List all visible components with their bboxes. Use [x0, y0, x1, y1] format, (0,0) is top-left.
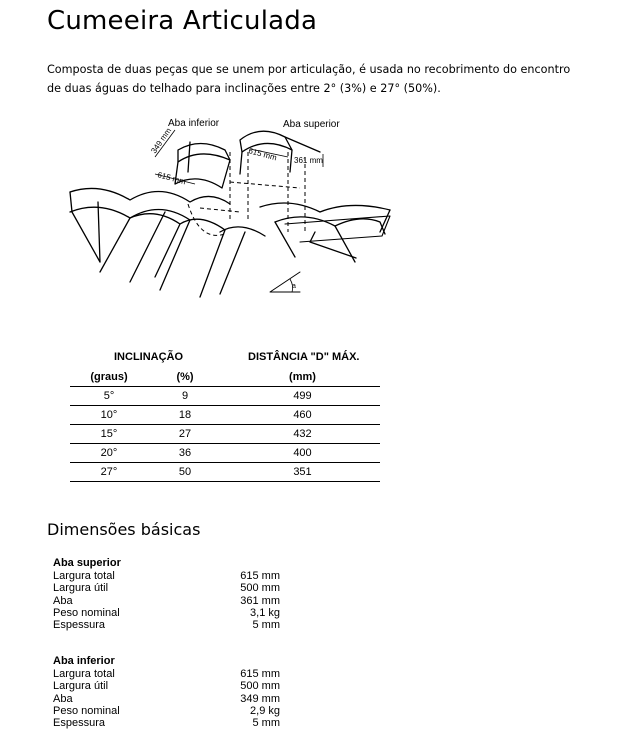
spec-value: 2,9 kg: [250, 704, 280, 717]
spec-item: [53, 668, 283, 680]
spec-value: 361 mm: [240, 594, 280, 607]
spec-label: Espessura: [53, 717, 105, 730]
intro-paragraph: [47, 60, 571, 98]
spec-label: Largura útil: [53, 582, 109, 595]
spec-item: [53, 717, 283, 729]
inclination-table: [70, 348, 380, 482]
dim-361: 361 mm: [294, 156, 323, 165]
spec-item: [53, 570, 283, 582]
cell-pct: 27: [178, 428, 192, 440]
cell-mm: 499: [293, 390, 312, 402]
table-row: [70, 463, 380, 482]
cell-pct: 50: [178, 466, 192, 478]
spec-item: [53, 619, 283, 631]
header-distancia: DISTÂNCIA "D" MÁX.: [248, 351, 360, 363]
cell-graus: 20°: [100, 447, 118, 459]
spec-label: Largura total: [53, 668, 115, 680]
spec-value: 500 mm: [240, 582, 280, 595]
spec-item: [53, 680, 283, 692]
spec-item: [53, 582, 283, 594]
header-pct: (%): [176, 371, 194, 383]
cell-mm: 351: [293, 466, 312, 478]
cell-graus: 10°: [100, 409, 118, 421]
spec-aba-inferior: [53, 655, 283, 729]
table-row: [70, 387, 380, 406]
header-inclinacao: INCLINAÇÃO: [114, 351, 184, 363]
cell-graus: 27°: [100, 466, 118, 478]
table-row: [70, 425, 380, 444]
left-roof-sheets: [70, 188, 265, 297]
spec-item: [53, 595, 283, 607]
spec-value: 3,1 kg: [250, 606, 280, 619]
spec-label: Aba: [53, 692, 73, 705]
table-header-row-2: [70, 368, 380, 387]
intro-line-1: Composta de duas peças que se unem por articulação, é usada no recobrimento do encontro: [47, 63, 571, 76]
cell-graus: 5°: [103, 390, 115, 402]
dim-615-side: 615 mm: [156, 170, 187, 187]
spec-value: 5 mm: [252, 619, 280, 632]
spec-label: Aba: [53, 594, 73, 607]
cell-mm: 460: [293, 409, 312, 421]
page-title: Cumeeira Articulada: [47, 6, 318, 36]
table-header-row-1: [70, 348, 380, 368]
dim-349: 349 mm: [149, 126, 174, 156]
spec-label: Largura útil: [53, 680, 109, 693]
cell-mm: 432: [293, 428, 312, 440]
cell-pct: 36: [178, 447, 192, 459]
ridge-cap-diagram: [60, 112, 400, 302]
cell-graus: 15°: [100, 428, 118, 440]
spec-value: 349 mm: [240, 692, 280, 705]
header-graus: (graus): [90, 371, 128, 383]
cell-pct: 9: [181, 390, 189, 402]
spec-value: 5 mm: [252, 717, 280, 730]
cell-mm: 400: [293, 447, 312, 459]
intro-line-2: de duas águas do telhado para inclinações entre 2° (3%) e 27° (50%).: [47, 82, 441, 95]
spec-label: Espessura: [53, 619, 105, 632]
table-row: [70, 444, 380, 463]
spec-label: Peso nominal: [53, 606, 120, 619]
header-mm: (mm): [289, 371, 316, 383]
spec-label: Peso nominal: [53, 704, 120, 717]
cell-pct: 18: [178, 409, 192, 421]
spec-head: Aba superior: [53, 557, 121, 569]
table-row: [70, 406, 380, 425]
section-title-dimensoes: Dimensões básicas: [47, 520, 201, 539]
right-roof-sheets: [260, 203, 390, 262]
spec-aba-superior: [53, 557, 283, 631]
spec-item: [53, 607, 283, 619]
spec-head: Aba inferior: [53, 655, 115, 667]
label-aba-superior: Aba superior: [283, 119, 340, 130]
spec-item: [53, 705, 283, 717]
spec-item: [53, 693, 283, 705]
spec-value: 500 mm: [240, 680, 280, 693]
dim-615-top: 615 mm: [247, 146, 278, 163]
angle-label: a: [292, 283, 296, 290]
spec-label: Largura total: [53, 570, 115, 582]
spec-value: 615 mm: [240, 668, 280, 680]
spec-value: 615 mm: [240, 570, 280, 582]
label-aba-inferior: Aba inferior: [168, 118, 220, 129]
